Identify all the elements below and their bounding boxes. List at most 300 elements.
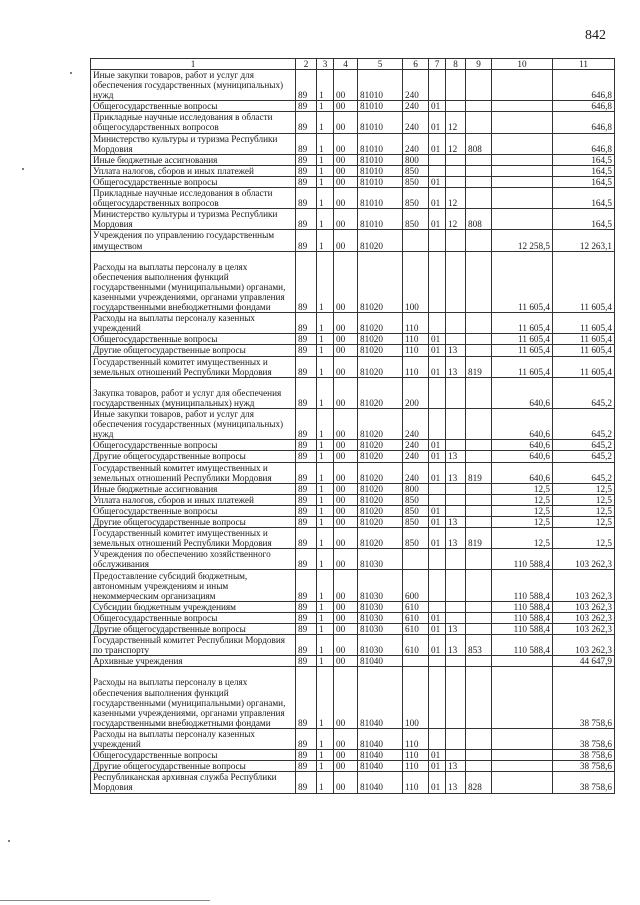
row-cell-col-4: 00 bbox=[334, 154, 358, 165]
row-cell-col-7: 01 bbox=[429, 440, 446, 451]
row-cell-col-8 bbox=[446, 549, 466, 570]
row-cell-col-4: 00 bbox=[334, 483, 358, 494]
row-cell-col-6: 240 bbox=[403, 409, 429, 440]
row-cell-col-3: 1 bbox=[317, 101, 334, 112]
row-cell-col-3: 1 bbox=[317, 165, 334, 176]
row-cell-col-10: 110 588,4 bbox=[492, 623, 553, 634]
row-cell-col-9 bbox=[466, 188, 492, 209]
row-cell-col-10: 11 605,4 bbox=[492, 334, 553, 345]
row-cell-col-11: 11 605,4 bbox=[553, 345, 615, 356]
row-description: Учреждения по управлению государственным имуществом bbox=[91, 230, 296, 251]
row-cell-col-6: 240 bbox=[403, 112, 429, 133]
row-cell-col-8: 12 bbox=[446, 188, 466, 209]
row-description: Другие общегосударственные вопросы bbox=[91, 451, 296, 462]
row-cell-col-4: 00 bbox=[334, 188, 358, 209]
row-cell-col-8: 13 bbox=[446, 623, 466, 634]
row-cell-col-3: 1 bbox=[317, 483, 334, 494]
row-cell-col-5: 81030 bbox=[358, 549, 403, 570]
row-cell-col-5: 81040 bbox=[358, 772, 403, 793]
row-cell-col-8 bbox=[446, 750, 466, 761]
table-row bbox=[91, 112, 615, 133]
row-cell-col-4: 00 bbox=[334, 409, 358, 440]
column-header-8: 8 bbox=[446, 59, 466, 70]
row-cell-col-10: 640,6 bbox=[492, 462, 553, 483]
row-cell-col-10 bbox=[492, 176, 553, 187]
row-cell-col-2: 89 bbox=[296, 772, 317, 793]
row-cell-col-8: 13 bbox=[446, 345, 466, 356]
row-cell-col-7: 01 bbox=[429, 750, 446, 761]
row-cell-col-8 bbox=[446, 313, 466, 334]
row-cell-col-4: 00 bbox=[334, 230, 358, 251]
row-cell-col-10 bbox=[492, 667, 553, 729]
row-cell-col-5: 81040 bbox=[358, 761, 403, 772]
row-cell-col-3: 1 bbox=[317, 462, 334, 483]
row-description: Учреждения по обеспечению хозяйственного обслуживания bbox=[91, 549, 296, 570]
row-cell-col-9 bbox=[466, 494, 492, 505]
row-cell-col-3: 1 bbox=[317, 409, 334, 440]
row-cell-col-8 bbox=[446, 570, 466, 601]
row-cell-col-4: 00 bbox=[334, 570, 358, 601]
row-cell-col-2: 89 bbox=[296, 656, 317, 667]
row-cell-col-3: 1 bbox=[317, 549, 334, 570]
row-cell-col-4: 00 bbox=[334, 345, 358, 356]
row-cell-col-11: 11 605,4 bbox=[553, 334, 615, 345]
row-cell-col-7 bbox=[429, 601, 446, 612]
row-cell-col-3: 1 bbox=[317, 494, 334, 505]
row-cell-col-5: 81010 bbox=[358, 101, 403, 112]
row-cell-col-6: 240 bbox=[403, 451, 429, 462]
table-row bbox=[91, 70, 615, 101]
row-cell-col-11: 645,2 bbox=[553, 409, 615, 440]
row-cell-col-11: 12,5 bbox=[553, 505, 615, 516]
row-cell-col-6: 850 bbox=[403, 188, 429, 209]
row-cell-col-9 bbox=[466, 505, 492, 516]
row-cell-col-9 bbox=[466, 251, 492, 313]
row-cell-col-6: 600 bbox=[403, 570, 429, 601]
column-header-5: 5 bbox=[358, 59, 403, 70]
row-cell-col-8 bbox=[446, 612, 466, 623]
row-cell-col-7: 01 bbox=[429, 101, 446, 112]
row-cell-col-10: 110 588,4 bbox=[492, 570, 553, 601]
row-cell-col-4: 00 bbox=[334, 462, 358, 483]
row-cell-col-10: 12,5 bbox=[492, 494, 553, 505]
table-header-row bbox=[91, 59, 615, 70]
row-cell-col-2: 89 bbox=[296, 356, 317, 377]
table-row bbox=[91, 623, 615, 634]
table-row bbox=[91, 505, 615, 516]
row-cell-col-11: 646,8 bbox=[553, 133, 615, 154]
row-cell-col-2: 89 bbox=[296, 345, 317, 356]
row-cell-col-7: 01 bbox=[429, 176, 446, 187]
column-header-9: 9 bbox=[466, 59, 492, 70]
table-row bbox=[91, 165, 615, 176]
row-cell-col-5: 81030 bbox=[358, 612, 403, 623]
row-cell-col-9: 853 bbox=[466, 635, 492, 656]
row-cell-col-11: 38 758,6 bbox=[553, 761, 615, 772]
table-body bbox=[91, 70, 615, 794]
row-cell-col-7: 01 bbox=[429, 635, 446, 656]
row-cell-col-8 bbox=[446, 494, 466, 505]
row-cell-col-10: 110 588,4 bbox=[492, 635, 553, 656]
row-cell-col-4: 00 bbox=[334, 549, 358, 570]
row-cell-col-7 bbox=[429, 377, 446, 408]
row-cell-col-11: 38 758,6 bbox=[553, 772, 615, 793]
row-cell-col-6 bbox=[403, 656, 429, 667]
table-row bbox=[91, 377, 615, 408]
row-cell-col-3: 1 bbox=[317, 188, 334, 209]
row-cell-col-4: 00 bbox=[334, 728, 358, 749]
row-cell-col-5: 81020 bbox=[358, 462, 403, 483]
row-cell-col-7 bbox=[429, 656, 446, 667]
row-cell-col-2: 89 bbox=[296, 133, 317, 154]
row-cell-col-11: 103 262,3 bbox=[553, 549, 615, 570]
row-cell-col-11: 12,5 bbox=[553, 517, 615, 528]
row-cell-col-5: 81020 bbox=[358, 409, 403, 440]
row-description: Расходы на выплаты персоналу казенных учреждений bbox=[91, 313, 296, 334]
row-cell-col-9 bbox=[466, 750, 492, 761]
table-row bbox=[91, 656, 615, 667]
table-row bbox=[91, 188, 615, 209]
row-cell-col-2: 89 bbox=[296, 667, 317, 729]
table-row bbox=[91, 570, 615, 601]
row-cell-col-8 bbox=[446, 656, 466, 667]
row-description: Иные бюджетные ассигнования bbox=[91, 154, 296, 165]
row-cell-col-9 bbox=[466, 601, 492, 612]
margin-dot bbox=[70, 72, 72, 74]
row-cell-col-9 bbox=[466, 154, 492, 165]
row-cell-col-7 bbox=[429, 728, 446, 749]
row-cell-col-5: 81030 bbox=[358, 623, 403, 634]
row-cell-col-3: 1 bbox=[317, 728, 334, 749]
row-description: Общегосударственные вопросы bbox=[91, 612, 296, 623]
row-cell-col-5: 81040 bbox=[358, 656, 403, 667]
row-cell-col-5: 81040 bbox=[358, 750, 403, 761]
table-row bbox=[91, 483, 615, 494]
row-cell-col-2: 89 bbox=[296, 409, 317, 440]
row-cell-col-3: 1 bbox=[317, 230, 334, 251]
row-cell-col-10 bbox=[492, 188, 553, 209]
table-row bbox=[91, 517, 615, 528]
row-cell-col-11: 12 263,1 bbox=[553, 230, 615, 251]
row-cell-col-10 bbox=[492, 761, 553, 772]
row-cell-col-5: 81020 bbox=[358, 451, 403, 462]
row-cell-col-7: 01 bbox=[429, 761, 446, 772]
row-cell-col-3: 1 bbox=[317, 570, 334, 601]
row-cell-col-3: 1 bbox=[317, 517, 334, 528]
table-row bbox=[91, 612, 615, 623]
table-row bbox=[91, 667, 615, 729]
row-cell-col-5: 81030 bbox=[358, 570, 403, 601]
row-cell-col-4: 00 bbox=[334, 377, 358, 408]
row-cell-col-11: 645,2 bbox=[553, 451, 615, 462]
row-cell-col-2: 89 bbox=[296, 230, 317, 251]
row-cell-col-4: 00 bbox=[334, 750, 358, 761]
row-cell-col-6: 100 bbox=[403, 667, 429, 729]
row-cell-col-9 bbox=[466, 549, 492, 570]
row-cell-col-10: 640,6 bbox=[492, 440, 553, 451]
row-cell-col-5: 81010 bbox=[358, 188, 403, 209]
row-cell-col-2: 89 bbox=[296, 483, 317, 494]
row-cell-col-9 bbox=[466, 451, 492, 462]
row-description: Государственный комитет Республики Мордовия по транспорту bbox=[91, 635, 296, 656]
row-cell-col-4: 00 bbox=[334, 313, 358, 334]
row-cell-col-5: 81020 bbox=[358, 356, 403, 377]
table-row bbox=[91, 601, 615, 612]
row-cell-col-2: 89 bbox=[296, 101, 317, 112]
row-cell-col-5: 81020 bbox=[358, 440, 403, 451]
row-cell-col-10 bbox=[492, 750, 553, 761]
table-row bbox=[91, 728, 615, 749]
row-cell-col-3: 1 bbox=[317, 209, 334, 230]
row-description: Государственный комитет имущественных и земельных отношений Республики Мордовия bbox=[91, 356, 296, 377]
table-row bbox=[91, 528, 615, 549]
table-row bbox=[91, 750, 615, 761]
row-cell-col-9 bbox=[466, 334, 492, 345]
row-cell-col-8 bbox=[446, 176, 466, 187]
row-cell-col-9 bbox=[466, 176, 492, 187]
row-cell-col-10: 640,6 bbox=[492, 409, 553, 440]
row-cell-col-4: 00 bbox=[334, 440, 358, 451]
column-header-7: 7 bbox=[429, 59, 446, 70]
margin-dot bbox=[8, 840, 10, 842]
row-cell-col-3: 1 bbox=[317, 334, 334, 345]
row-cell-col-4: 00 bbox=[334, 112, 358, 133]
row-cell-col-7 bbox=[429, 667, 446, 729]
row-cell-col-9 bbox=[466, 570, 492, 601]
row-cell-col-3: 1 bbox=[317, 505, 334, 516]
table-row bbox=[91, 356, 615, 377]
row-cell-col-7 bbox=[429, 251, 446, 313]
row-cell-col-6 bbox=[403, 549, 429, 570]
row-cell-col-7: 01 bbox=[429, 462, 446, 483]
row-cell-col-5: 81040 bbox=[358, 728, 403, 749]
row-cell-col-5: 81010 bbox=[358, 165, 403, 176]
row-cell-col-9 bbox=[466, 667, 492, 729]
table-row bbox=[91, 635, 615, 656]
row-cell-col-10 bbox=[492, 728, 553, 749]
row-description: Иные закупки товаров, работ и услуг для обеспечения государственных (муниципальных) нужд bbox=[91, 409, 296, 440]
row-cell-col-5: 81020 bbox=[358, 334, 403, 345]
row-cell-col-11: 12,5 bbox=[553, 494, 615, 505]
column-header-10: 10 bbox=[492, 59, 553, 70]
row-cell-col-8 bbox=[446, 230, 466, 251]
row-cell-col-11: 164,5 bbox=[553, 165, 615, 176]
row-cell-col-6: 110 bbox=[403, 356, 429, 377]
row-cell-col-8: 12 bbox=[446, 133, 466, 154]
row-cell-col-6: 110 bbox=[403, 750, 429, 761]
budget-table bbox=[90, 58, 615, 794]
row-cell-col-6: 110 bbox=[403, 334, 429, 345]
row-description: Другие общегосударственные вопросы bbox=[91, 761, 296, 772]
row-cell-col-4: 00 bbox=[334, 623, 358, 634]
row-cell-col-3: 1 bbox=[317, 761, 334, 772]
row-cell-col-8: 13 bbox=[446, 451, 466, 462]
row-cell-col-10: 12,5 bbox=[492, 505, 553, 516]
row-cell-col-2: 89 bbox=[296, 635, 317, 656]
row-cell-col-10: 640,6 bbox=[492, 377, 553, 408]
row-description: Расходы на выплаты персоналу в целях обеспечения выполнения функций государственными (муниципальными) органами, казенными учреждениями, органами управления государственными внебюджетными фондами bbox=[91, 251, 296, 313]
row-cell-col-11: 12,5 bbox=[553, 528, 615, 549]
row-description: Общегосударственные вопросы bbox=[91, 750, 296, 761]
row-cell-col-8 bbox=[446, 377, 466, 408]
row-cell-col-3: 1 bbox=[317, 154, 334, 165]
row-cell-col-10: 110 588,4 bbox=[492, 612, 553, 623]
row-cell-col-3: 1 bbox=[317, 612, 334, 623]
row-description: Государственный комитет имущественных и земельных отношений Республики Мордовия bbox=[91, 462, 296, 483]
row-cell-col-6: 100 bbox=[403, 251, 429, 313]
row-cell-col-3: 1 bbox=[317, 112, 334, 133]
row-cell-col-2: 89 bbox=[296, 623, 317, 634]
row-cell-col-6: 800 bbox=[403, 154, 429, 165]
row-cell-col-2: 89 bbox=[296, 451, 317, 462]
margin-dot bbox=[22, 168, 24, 170]
table-row bbox=[91, 101, 615, 112]
table-row bbox=[91, 251, 615, 313]
row-cell-col-6: 800 bbox=[403, 483, 429, 494]
table-row bbox=[91, 462, 615, 483]
row-cell-col-5: 81030 bbox=[358, 635, 403, 656]
row-cell-col-10: 11 605,4 bbox=[492, 313, 553, 334]
row-cell-col-5: 81010 bbox=[358, 133, 403, 154]
row-description: Прикладные научные исследования в области общегосударственных вопросов bbox=[91, 188, 296, 209]
row-cell-col-9 bbox=[466, 483, 492, 494]
row-cell-col-8 bbox=[446, 601, 466, 612]
row-cell-col-3: 1 bbox=[317, 440, 334, 451]
row-cell-col-8: 13 bbox=[446, 517, 466, 528]
row-cell-col-7: 01 bbox=[429, 345, 446, 356]
row-description: Общегосударственные вопросы bbox=[91, 334, 296, 345]
row-cell-col-9 bbox=[466, 377, 492, 408]
row-cell-col-3: 1 bbox=[317, 377, 334, 408]
row-cell-col-9 bbox=[466, 70, 492, 101]
row-cell-col-2: 89 bbox=[296, 462, 317, 483]
row-cell-col-10: 11 605,4 bbox=[492, 345, 553, 356]
row-description: Общегосударственные вопросы bbox=[91, 101, 296, 112]
row-cell-col-2: 89 bbox=[296, 728, 317, 749]
row-cell-col-3: 1 bbox=[317, 750, 334, 761]
row-cell-col-6: 850 bbox=[403, 528, 429, 549]
row-description: Министерство культуры и туризма Республики Мордовия bbox=[91, 133, 296, 154]
row-cell-col-10 bbox=[492, 112, 553, 133]
row-cell-col-11: 646,8 bbox=[553, 112, 615, 133]
row-cell-col-11: 646,8 bbox=[553, 70, 615, 101]
row-cell-col-6: 850 bbox=[403, 517, 429, 528]
row-cell-col-6: 240 bbox=[403, 101, 429, 112]
row-cell-col-2: 89 bbox=[296, 154, 317, 165]
row-cell-col-5: 81010 bbox=[358, 176, 403, 187]
row-cell-col-2: 89 bbox=[296, 517, 317, 528]
row-cell-col-10: 110 588,4 bbox=[492, 601, 553, 612]
row-cell-col-2: 89 bbox=[296, 494, 317, 505]
row-cell-col-9 bbox=[466, 440, 492, 451]
row-cell-col-7: 01 bbox=[429, 356, 446, 377]
row-description: Закупка товаров, работ и услуг для обеспечения государственных (муниципальных) нужд bbox=[91, 377, 296, 408]
row-cell-col-11: 646,8 bbox=[553, 101, 615, 112]
row-cell-col-7 bbox=[429, 549, 446, 570]
row-cell-col-10 bbox=[492, 656, 553, 667]
table-row bbox=[91, 772, 615, 793]
row-cell-col-6: 110 bbox=[403, 728, 429, 749]
row-cell-col-8 bbox=[446, 70, 466, 101]
row-cell-col-3: 1 bbox=[317, 528, 334, 549]
row-cell-col-9: 808 bbox=[466, 209, 492, 230]
row-cell-col-2: 89 bbox=[296, 188, 317, 209]
row-cell-col-11: 164,5 bbox=[553, 209, 615, 230]
row-description: Прикладные научные исследования в области общегосударственных вопросов bbox=[91, 112, 296, 133]
row-cell-col-5: 81010 bbox=[358, 154, 403, 165]
table-row bbox=[91, 494, 615, 505]
row-cell-col-3: 1 bbox=[317, 313, 334, 334]
row-cell-col-3: 1 bbox=[317, 176, 334, 187]
row-cell-col-11: 38 758,6 bbox=[553, 667, 615, 729]
row-cell-col-6: 850 bbox=[403, 494, 429, 505]
table-row bbox=[91, 154, 615, 165]
row-cell-col-8: 13 bbox=[446, 356, 466, 377]
row-cell-col-3: 1 bbox=[317, 70, 334, 101]
row-cell-col-6: 110 bbox=[403, 345, 429, 356]
column-header-11: 11 bbox=[553, 59, 615, 70]
row-cell-col-7: 01 bbox=[429, 188, 446, 209]
row-cell-col-7: 01 bbox=[429, 451, 446, 462]
row-description: Предоставление субсидий бюджетным, автономным учреждениям и иным некоммерческим организациям bbox=[91, 570, 296, 601]
row-cell-col-6: 110 bbox=[403, 772, 429, 793]
row-cell-col-8: 12 bbox=[446, 209, 466, 230]
row-cell-col-9 bbox=[466, 656, 492, 667]
row-cell-col-11: 38 758,6 bbox=[553, 750, 615, 761]
row-cell-col-7: 01 bbox=[429, 209, 446, 230]
row-cell-col-7: 01 bbox=[429, 612, 446, 623]
row-cell-col-10 bbox=[492, 70, 553, 101]
row-cell-col-5: 81020 bbox=[358, 230, 403, 251]
row-cell-col-8: 13 bbox=[446, 635, 466, 656]
table-row bbox=[91, 440, 615, 451]
row-cell-col-10: 11 605,4 bbox=[492, 251, 553, 313]
row-cell-col-4: 00 bbox=[334, 612, 358, 623]
table-row bbox=[91, 230, 615, 251]
row-cell-col-7: 01 bbox=[429, 528, 446, 549]
row-cell-col-9 bbox=[466, 612, 492, 623]
row-description: Иные закупки товаров, работ и услуг для обеспечения государственных (муниципальных) нужд bbox=[91, 70, 296, 101]
row-cell-col-8 bbox=[446, 154, 466, 165]
row-description: Министерство культуры и туризма Республики Мордовия bbox=[91, 209, 296, 230]
row-cell-col-4: 00 bbox=[334, 635, 358, 656]
row-cell-col-8 bbox=[446, 667, 466, 729]
row-cell-col-6: 240 bbox=[403, 133, 429, 154]
row-cell-col-6: 850 bbox=[403, 209, 429, 230]
row-cell-col-9 bbox=[466, 101, 492, 112]
table-row bbox=[91, 549, 615, 570]
row-cell-col-4: 00 bbox=[334, 761, 358, 772]
page-number: 842 bbox=[585, 28, 606, 43]
row-cell-col-9: 819 bbox=[466, 356, 492, 377]
row-cell-col-6 bbox=[403, 230, 429, 251]
row-cell-col-3: 1 bbox=[317, 772, 334, 793]
row-cell-col-4: 00 bbox=[334, 528, 358, 549]
row-cell-col-4: 00 bbox=[334, 176, 358, 187]
row-cell-col-4: 00 bbox=[334, 494, 358, 505]
row-cell-col-10 bbox=[492, 133, 553, 154]
row-cell-col-11: 44 647,9 bbox=[553, 656, 615, 667]
row-cell-col-7: 01 bbox=[429, 112, 446, 133]
row-cell-col-4: 00 bbox=[334, 70, 358, 101]
row-description: Иные бюджетные ассигнования bbox=[91, 483, 296, 494]
row-cell-col-4: 00 bbox=[334, 505, 358, 516]
row-description: Республиканская архивная служба Республики Мордовия bbox=[91, 772, 296, 793]
row-cell-col-2: 89 bbox=[296, 570, 317, 601]
table-row bbox=[91, 451, 615, 462]
row-description: Уплата налогов, сборов и иных платежей bbox=[91, 165, 296, 176]
row-cell-col-7 bbox=[429, 483, 446, 494]
